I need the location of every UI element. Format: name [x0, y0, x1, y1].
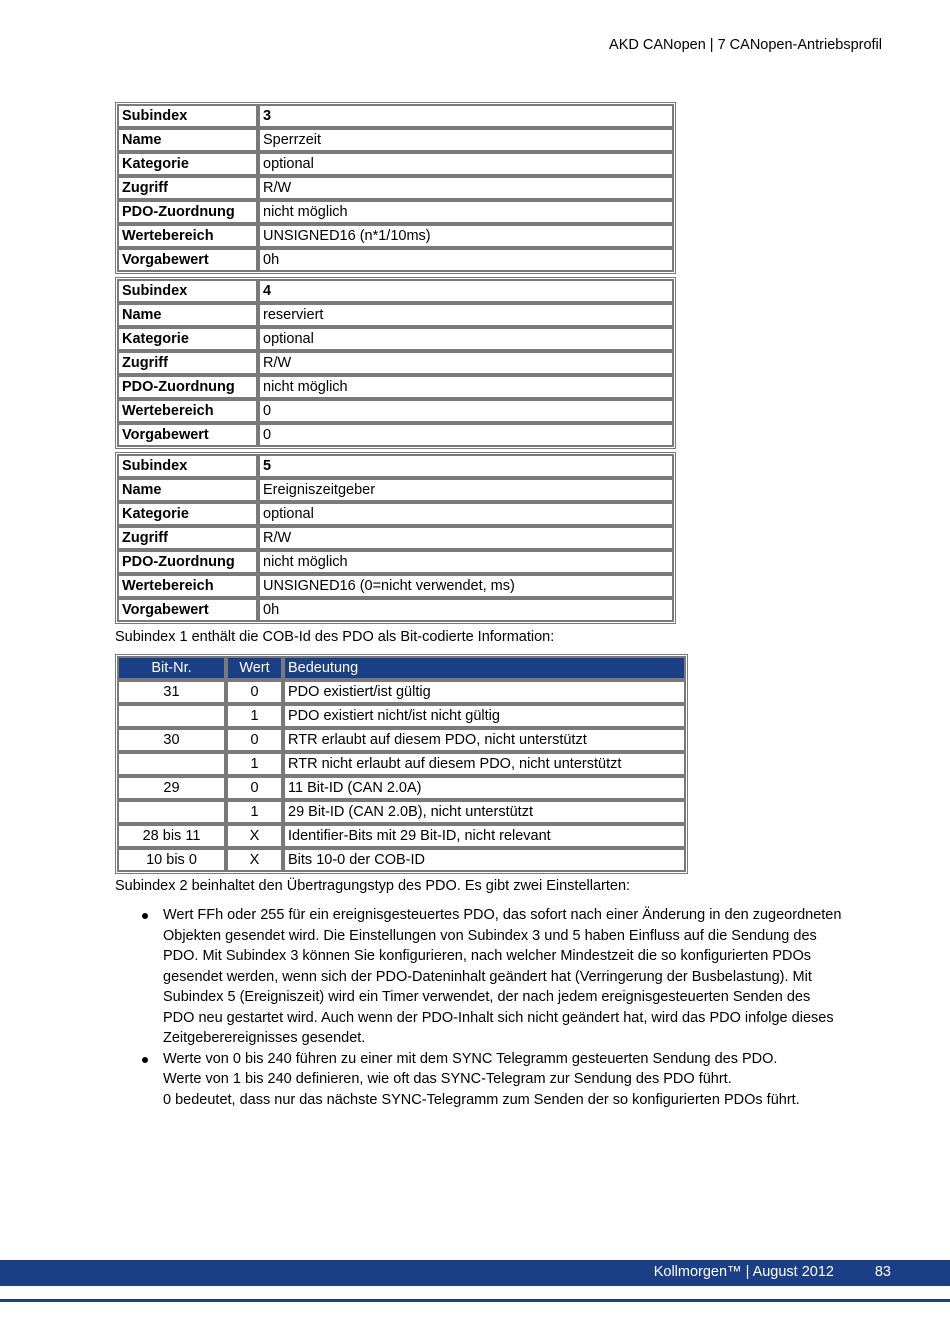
column-header-bit: Bit-Nr. [117, 656, 226, 680]
bullet-line: Objekten gesendet wird. Die Einstellungen von Subindex 3 und 5 haben Einfluss auf die Sendung des [163, 927, 817, 944]
param-key: Vorgabewert [117, 423, 258, 447]
meaning-cell: RTR erlaubt auf diesem PDO, nicht unterstützt [283, 728, 686, 752]
param-key: Wertebereich [117, 399, 258, 423]
value-cell: 1 [226, 800, 283, 824]
value-cell: 0 [226, 776, 283, 800]
param-key: Name [117, 303, 258, 327]
param-key: PDO-Zuordnung [117, 375, 258, 399]
param-value: UNSIGNED16 (n*1/10ms) [258, 224, 674, 248]
table-row [117, 303, 674, 327]
param-value: R/W [258, 526, 674, 550]
subindex-3-table [115, 102, 676, 274]
param-value: nicht möglich [258, 375, 674, 399]
bullet-list [140, 905, 880, 1110]
param-key: Zugriff [117, 351, 258, 375]
table-row [117, 680, 686, 704]
param-key: Zugriff [117, 176, 258, 200]
table-row [117, 550, 674, 574]
table-header-row [117, 656, 686, 680]
param-key: Name [117, 128, 258, 152]
bullet-line: PDO. Mit Subindex 3 können Sie konfigurieren, nach welcher Mindestzeit die so konfigurierten PDOs [163, 948, 811, 964]
param-value: Sperrzeit [258, 128, 674, 152]
table-row [117, 848, 686, 872]
param-value: 5 [258, 454, 674, 478]
bullet-line: Zeitgeberereignisses gesendet. [163, 1030, 366, 1046]
value-cell: X [226, 848, 283, 872]
param-value: optional [258, 152, 674, 176]
bullet-line: PDO neu gestartet wird. Auch wenn der PDO-Inhalt sich nicht geändert hat, wird das PDO infolge dieses [163, 1009, 834, 1026]
param-key: Kategorie [117, 502, 258, 526]
table-row [117, 502, 674, 526]
meaning-cell: 29 Bit-ID (CAN 2.0B), nicht unterstützt [283, 800, 686, 824]
footer-divider [0, 1299, 950, 1302]
table-row [117, 776, 686, 800]
param-value: optional [258, 502, 674, 526]
param-key: Kategorie [117, 327, 258, 351]
meaning-cell: PDO existiert/ist gültig [283, 680, 686, 704]
param-value: nicht möglich [258, 200, 674, 224]
param-value: R/W [258, 176, 674, 200]
list-item [140, 1049, 880, 1111]
param-value: UNSIGNED16 (0=nicht verwendet, ms) [258, 574, 674, 598]
table-row [117, 200, 674, 224]
meaning-cell: 11 Bit-ID (CAN 2.0A) [283, 776, 686, 800]
column-header-meaning: Bedeutung [283, 656, 686, 680]
cob-id-bit-table [115, 654, 688, 874]
bit-cell: 30 [117, 728, 226, 752]
param-key: PDO-Zuordnung [117, 550, 258, 574]
table-row [117, 152, 674, 176]
table-row [117, 327, 674, 351]
column-header-value: Wert [226, 656, 283, 680]
bit-cell [117, 704, 226, 728]
table-row [117, 375, 674, 399]
param-key: Subindex [117, 279, 258, 303]
param-key: PDO-Zuordnung [117, 200, 258, 224]
bit-table-caption: Subindex 1 enthält die COB-Id des PDO als Bit-codierte Information: [115, 629, 555, 645]
bullet-icon [142, 913, 148, 919]
param-key: Wertebereich [117, 574, 258, 598]
param-value: 4 [258, 279, 674, 303]
running-header: AKD CANopen | 7 CANopen-Antriebsprofil [609, 37, 882, 53]
meaning-cell: Identifier-Bits mit 29 Bit-ID, nicht relevant [283, 824, 686, 848]
table-row [117, 454, 674, 478]
value-cell: 0 [226, 728, 283, 752]
bullet-line: gesendet werden, wenn sich der PDO-Dateninhalt geändert hat (Verringerung der Busbelastung). Mit [163, 968, 812, 985]
subindex-5-table [115, 452, 676, 624]
param-value: 0h [258, 598, 674, 622]
list-item [140, 905, 880, 1049]
param-key: Zugriff [117, 526, 258, 550]
subindex-4-table [115, 277, 676, 449]
param-value: nicht möglich [258, 550, 674, 574]
bullet-line: Subindex 5 (Ereigniszeit) wird ein Timer verwendet, der nach jedem ereignisgesteuerten Senden des [163, 989, 811, 1005]
table-row [117, 526, 674, 550]
param-key: Wertebereich [117, 224, 258, 248]
bullet-line: 0 bedeutet, dass nur das nächste SYNC-Telegramm zum Senden der so konfigurierten PDOs führt. [163, 1091, 800, 1108]
transmission-type-caption: Subindex 2 beinhaltet den Übertragungstyp des PDO. Es gibt zwei Einstellarten: [115, 878, 631, 894]
param-value: R/W [258, 351, 674, 375]
param-key: Name [117, 478, 258, 502]
meaning-cell: RTR nicht erlaubt auf diesem PDO, nicht unterstützt [283, 752, 686, 776]
meaning-cell: PDO existiert nicht/ist nicht gültig [283, 704, 686, 728]
table-row [117, 224, 674, 248]
bit-cell: 10 bis 0 [117, 848, 226, 872]
param-value: 3 [258, 104, 674, 128]
param-key: Subindex [117, 104, 258, 128]
bullet-line: Werte von 0 bis 240 führen zu einer mit dem SYNC Telegramm gesteuerten Sendung des PDO. [163, 1050, 778, 1067]
param-value: Ereigniszeitgeber [258, 478, 674, 502]
param-key: Vorgabewert [117, 248, 258, 272]
value-cell: 1 [226, 704, 283, 728]
table-row [117, 824, 686, 848]
param-key: Subindex [117, 454, 258, 478]
bit-cell: 29 [117, 776, 226, 800]
meaning-cell: Bits 10-0 der COB-ID [283, 848, 686, 872]
param-value: 0h [258, 248, 674, 272]
bit-cell [117, 800, 226, 824]
table-row [117, 128, 674, 152]
value-cell: X [226, 824, 283, 848]
bullet-line: Werte von 1 bis 240 definieren, wie oft das SYNC-Telegram zur Sendung des PDO führt. [163, 1071, 732, 1087]
value-cell: 1 [226, 752, 283, 776]
table-row [117, 399, 674, 423]
table-row [117, 574, 674, 598]
param-key: Kategorie [117, 152, 258, 176]
table-row [117, 704, 686, 728]
table-row [117, 752, 686, 776]
table-row [117, 800, 686, 824]
table-row [117, 423, 674, 447]
table-row [117, 351, 674, 375]
param-value: 0 [258, 423, 674, 447]
param-value: 0 [258, 399, 674, 423]
page-number: 83 [874, 1264, 891, 1280]
table-row [117, 248, 674, 272]
footer-bar [0, 1260, 950, 1286]
param-value: optional [258, 327, 674, 351]
param-key: Vorgabewert [117, 598, 258, 622]
param-value: reserviert [258, 303, 674, 327]
table-row [117, 598, 674, 622]
table-row [117, 728, 686, 752]
table-row [117, 104, 674, 128]
bit-cell: 31 [117, 680, 226, 704]
value-cell: 0 [226, 680, 283, 704]
table-row [117, 176, 674, 200]
bit-cell [117, 752, 226, 776]
bullet-icon [142, 1057, 148, 1063]
table-row [117, 478, 674, 502]
bullet-line: Wert FFh oder 255 für ein ereignisgesteuertes PDO, das sofort nach einer Änderung in den zugeordneten [163, 907, 842, 923]
bit-cell: 28 bis 11 [117, 824, 226, 848]
footer-text: Kollmorgen™ | August 2012 [653, 1264, 834, 1280]
table-row [117, 279, 674, 303]
